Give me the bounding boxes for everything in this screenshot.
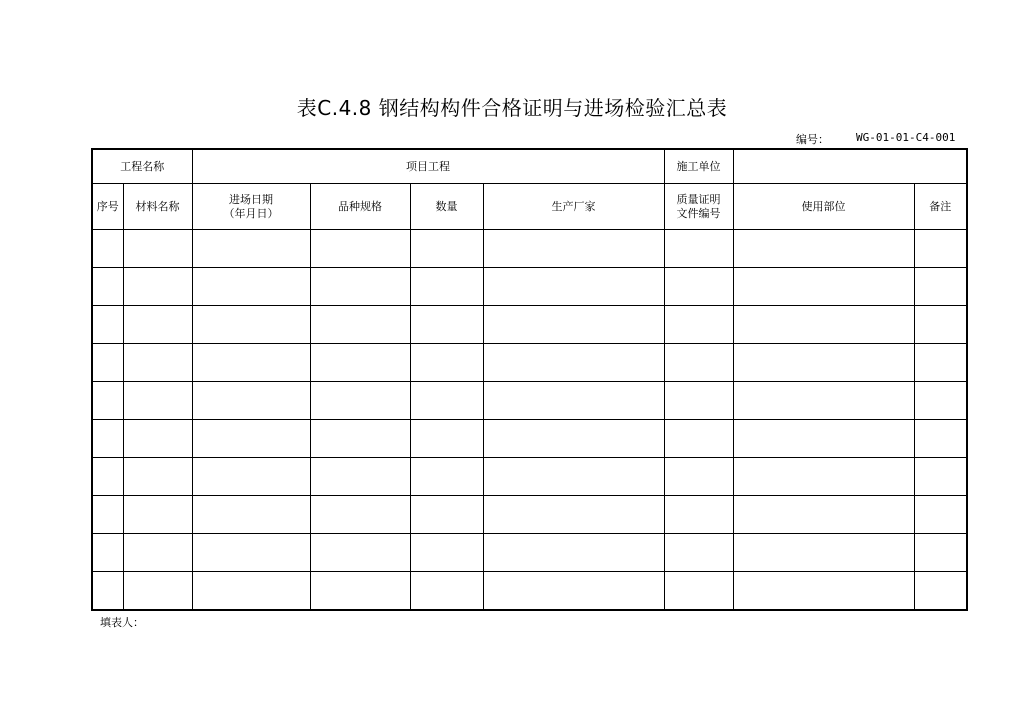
cell-cert-no[interactable] bbox=[664, 382, 733, 420]
cell-material[interactable] bbox=[123, 534, 192, 572]
contractor-label: 施工单位 bbox=[664, 149, 733, 184]
col-manufacturer-header: 生产厂家 bbox=[483, 184, 664, 230]
cell-remarks[interactable] bbox=[914, 382, 967, 420]
cell-spec[interactable] bbox=[310, 496, 410, 534]
table-row bbox=[92, 572, 967, 611]
cell-manufacturer[interactable] bbox=[483, 458, 664, 496]
cell-remarks[interactable] bbox=[914, 268, 967, 306]
cell-remarks[interactable] bbox=[914, 572, 967, 611]
cell-spec[interactable] bbox=[310, 344, 410, 382]
data-rows bbox=[92, 230, 967, 611]
cell-seq[interactable] bbox=[92, 534, 123, 572]
cell-manufacturer[interactable] bbox=[483, 534, 664, 572]
cell-cert-no[interactable] bbox=[664, 344, 733, 382]
col-entry-date-header bbox=[192, 184, 310, 230]
cell-material[interactable] bbox=[123, 496, 192, 534]
cell-location[interactable] bbox=[733, 458, 914, 496]
cell-entry-date[interactable] bbox=[192, 306, 310, 344]
table-row bbox=[92, 230, 967, 268]
cell-seq[interactable] bbox=[92, 268, 123, 306]
table-row bbox=[92, 382, 967, 420]
cell-material[interactable] bbox=[123, 306, 192, 344]
header-row bbox=[92, 184, 967, 230]
cell-entry-date[interactable] bbox=[192, 344, 310, 382]
cell-spec[interactable] bbox=[310, 268, 410, 306]
cell-seq[interactable] bbox=[92, 572, 123, 611]
cell-material[interactable] bbox=[123, 268, 192, 306]
code-label: 编号： bbox=[796, 133, 829, 146]
cell-material[interactable] bbox=[123, 382, 192, 420]
cell-spec[interactable] bbox=[310, 382, 410, 420]
cell-entry-date[interactable] bbox=[192, 268, 310, 306]
table-row bbox=[92, 458, 967, 496]
cell-remarks[interactable] bbox=[914, 420, 967, 458]
cell-entry-date[interactable] bbox=[192, 230, 310, 268]
cell-quantity[interactable] bbox=[410, 420, 483, 458]
cell-cert-no[interactable] bbox=[664, 458, 733, 496]
contractor-value[interactable] bbox=[733, 149, 967, 184]
cell-manufacturer[interactable] bbox=[483, 382, 664, 420]
cell-seq[interactable] bbox=[92, 458, 123, 496]
table-row bbox=[92, 496, 967, 534]
cell-remarks[interactable] bbox=[914, 458, 967, 496]
cell-cert-no[interactable] bbox=[664, 268, 733, 306]
cell-location[interactable] bbox=[733, 420, 914, 458]
cell-entry-date[interactable] bbox=[192, 534, 310, 572]
cell-material[interactable] bbox=[123, 572, 192, 611]
col-spec-header: 品种规格 bbox=[310, 184, 410, 230]
cell-spec[interactable] bbox=[310, 534, 410, 572]
table-row bbox=[92, 268, 967, 306]
table-row bbox=[92, 534, 967, 572]
cell-material[interactable] bbox=[123, 230, 192, 268]
cell-quantity[interactable] bbox=[410, 306, 483, 344]
cell-quantity[interactable] bbox=[410, 572, 483, 611]
cell-manufacturer[interactable] bbox=[483, 306, 664, 344]
col-entry-date-line2: （年月日） bbox=[223, 206, 279, 220]
table-row bbox=[92, 344, 967, 382]
filler-label: 填表人： bbox=[100, 616, 144, 629]
cell-cert-no[interactable] bbox=[664, 534, 733, 572]
col-quantity-header: 数量 bbox=[410, 184, 483, 230]
cell-cert-no[interactable] bbox=[664, 420, 733, 458]
cell-seq[interactable] bbox=[92, 382, 123, 420]
cell-remarks[interactable] bbox=[914, 534, 967, 572]
cell-quantity[interactable] bbox=[410, 458, 483, 496]
col-location-header: 使用部位 bbox=[733, 184, 914, 230]
cell-entry-date[interactable] bbox=[192, 496, 310, 534]
col-cert-line1: 质量证明 bbox=[676, 192, 721, 206]
cell-quantity[interactable] bbox=[410, 268, 483, 306]
col-entry-date-line1: 进场日期 bbox=[229, 192, 273, 206]
cell-quantity[interactable] bbox=[410, 534, 483, 572]
cell-remarks[interactable] bbox=[914, 496, 967, 534]
cell-remarks[interactable] bbox=[914, 230, 967, 268]
summary-table bbox=[91, 148, 968, 611]
cell-spec[interactable] bbox=[310, 230, 410, 268]
cell-location[interactable] bbox=[733, 534, 914, 572]
cell-seq[interactable] bbox=[92, 230, 123, 268]
cell-seq[interactable] bbox=[92, 306, 123, 344]
cell-location[interactable] bbox=[733, 344, 914, 382]
col-cert-line2: 文件编号 bbox=[676, 206, 721, 220]
cell-manufacturer[interactable] bbox=[483, 572, 664, 611]
cell-spec[interactable] bbox=[310, 458, 410, 496]
cell-location[interactable] bbox=[733, 382, 914, 420]
cell-manufacturer[interactable] bbox=[483, 268, 664, 306]
col-cert-header bbox=[664, 184, 733, 230]
cell-material[interactable] bbox=[123, 344, 192, 382]
cell-cert-no[interactable] bbox=[664, 230, 733, 268]
cell-remarks[interactable] bbox=[914, 344, 967, 382]
cell-seq[interactable] bbox=[92, 344, 123, 382]
cell-location[interactable] bbox=[733, 230, 914, 268]
cell-remarks[interactable] bbox=[914, 306, 967, 344]
cell-spec[interactable] bbox=[310, 572, 410, 611]
cell-location[interactable] bbox=[733, 306, 914, 344]
cell-cert-no[interactable] bbox=[664, 572, 733, 611]
cell-seq[interactable] bbox=[92, 420, 123, 458]
cell-cert-no[interactable] bbox=[664, 496, 733, 534]
cell-manufacturer[interactable] bbox=[483, 344, 664, 382]
cell-material[interactable] bbox=[123, 420, 192, 458]
cell-manufacturer[interactable] bbox=[483, 230, 664, 268]
table-row bbox=[92, 420, 967, 458]
cell-location[interactable] bbox=[733, 268, 914, 306]
cell-manufacturer[interactable] bbox=[483, 496, 664, 534]
project-name-value[interactable]: 项目工程 bbox=[192, 149, 664, 184]
col-material-header: 材料名称 bbox=[123, 184, 192, 230]
cell-location[interactable] bbox=[733, 572, 914, 611]
info-row bbox=[92, 149, 967, 184]
cell-quantity[interactable] bbox=[410, 230, 483, 268]
col-seq-header: 序号 bbox=[92, 184, 123, 230]
cell-quantity[interactable] bbox=[410, 496, 483, 534]
cell-cert-no[interactable] bbox=[664, 306, 733, 344]
cell-entry-date[interactable] bbox=[192, 572, 310, 611]
cell-quantity[interactable] bbox=[410, 382, 483, 420]
cell-material[interactable] bbox=[123, 458, 192, 496]
col-remarks-header: 备注 bbox=[914, 184, 967, 230]
table-row bbox=[92, 306, 967, 344]
project-name-label: 工程名称 bbox=[92, 149, 192, 184]
cell-seq[interactable] bbox=[92, 496, 123, 534]
cell-location[interactable] bbox=[733, 496, 914, 534]
cell-spec[interactable] bbox=[310, 306, 410, 344]
cell-spec[interactable] bbox=[310, 420, 410, 458]
cell-entry-date[interactable] bbox=[192, 458, 310, 496]
cell-manufacturer[interactable] bbox=[483, 420, 664, 458]
code-value: WG-01-01-C4-001 bbox=[856, 131, 956, 144]
page-title: 表C.4.8 钢结构构件合格证明与进场检验汇总表 bbox=[296, 96, 728, 120]
cell-entry-date[interactable] bbox=[192, 420, 310, 458]
cell-quantity[interactable] bbox=[410, 344, 483, 382]
cell-entry-date[interactable] bbox=[192, 382, 310, 420]
